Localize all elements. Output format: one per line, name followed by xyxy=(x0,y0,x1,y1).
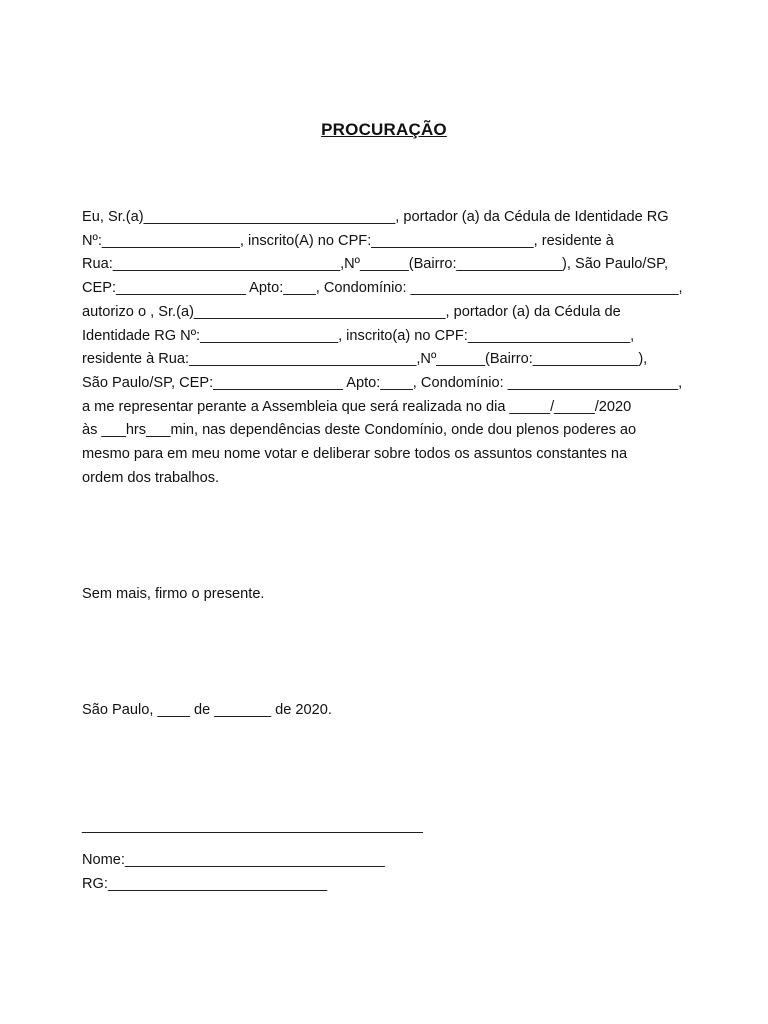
signer-name-field: Nome:________________________________ xyxy=(82,852,385,868)
paragraph-line: Eu, Sr.(a)_______________________________, portador (a) da Cédula de Identidade RG xyxy=(82,209,669,225)
date-line: São Paulo, ____ de _______ de 2020. xyxy=(82,702,332,718)
paragraph-line: a me representar perante a Assembleia que será realizada no dia _____/_____/2020 xyxy=(82,398,632,415)
document-title: PROCURAÇÃO xyxy=(321,120,447,139)
paragraph-line: às ___hrs___min, nas dependências deste Condomínio, onde dou plenos poderes ao xyxy=(82,422,637,439)
signature-line: __________________________________________ xyxy=(82,818,423,834)
paragraph-line: São Paulo/SP, CEP:________________ Apto:____, Condomínio: _____________________, xyxy=(82,374,683,391)
proxy-paragraph xyxy=(82,206,722,490)
closing-text: Sem mais, firmo o presente. xyxy=(82,586,265,602)
paragraph-line: autorizo o , Sr.(a)_______________________________, portador (a) da Cédula de xyxy=(82,303,621,320)
signer-rg-field: RG:___________________________ xyxy=(82,876,328,892)
paragraph-line: ordem dos trabalhos. xyxy=(82,469,220,486)
paragraph-line: CEP:________________ Apto:____, Condomínio: _________________________________, xyxy=(82,280,683,297)
paragraph-line: Nº:_________________, inscrito(A) no CPF:____________________, residente à xyxy=(82,232,614,249)
paragraph-line: Identidade RG Nº:_________________, inscrito(a) no CPF:____________________, xyxy=(82,327,635,344)
paragraph-line: residente à Rua:____________________________,Nº______(Bairro:_____________), xyxy=(82,351,648,368)
paragraph-line: Rua:____________________________,Nº______(Bairro:_____________), São Paulo/SP, xyxy=(82,256,669,273)
paragraph-line: mesmo para em meu nome votar e deliberar sobre todos os assuntos constantes na xyxy=(82,446,628,463)
